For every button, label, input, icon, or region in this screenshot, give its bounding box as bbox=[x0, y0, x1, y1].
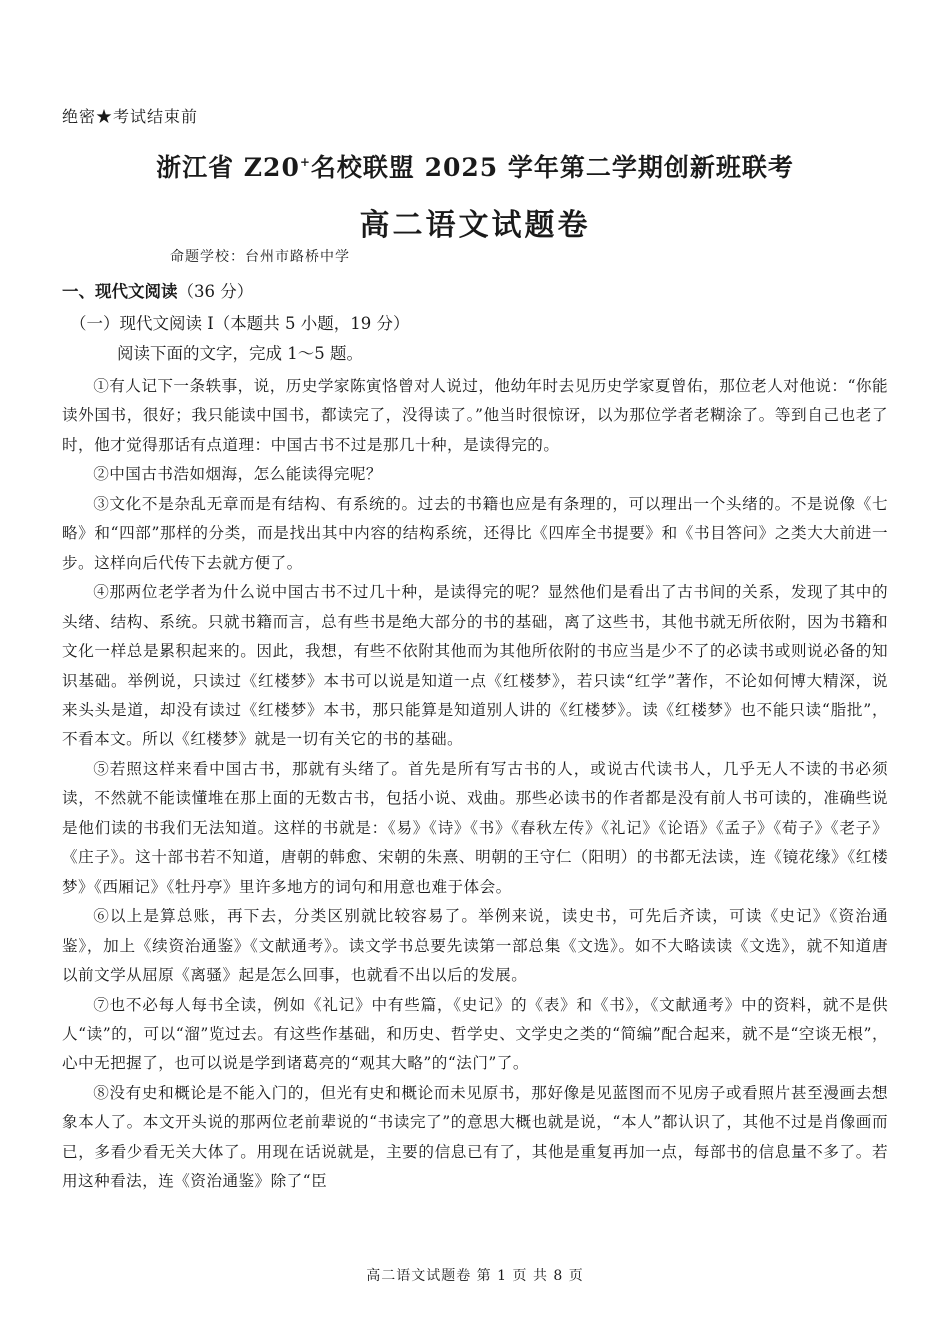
reading-instruction: 阅读下面的文字，完成 1～5 题。 bbox=[117, 344, 363, 363]
exam-title-pre: 浙江省 Z20 bbox=[156, 153, 300, 182]
page-footer: 高二语文试题卷 第 1 页 共 8 页 bbox=[366, 1268, 584, 1284]
paragraph-8: ⑧没有史和概论是不能入门的，但光有史和概论而未见原书，那好像是见蓝图而不见房子或看照片甚至漫画去想象本人了。本文开头说的那两位老前辈说的“书读完了”的意思大概也就是说，“本人”都认识了，其他不过是肖像画而已，多看少看无关大体了。用现在话说就是，主要的信息已有了，其他是重复再加一点，每部书的信息量不多了。若用这种看法，连《资治通鉴》除了“臣 bbox=[62, 1083, 888, 1191]
exam-title-sup: + bbox=[299, 155, 311, 169]
exam-title bbox=[0, 148, 950, 184]
paragraph-6: ⑥以上是算总账，再下去，分类区别就比较容易了。举例来说，读史书，可先后齐读，可读《史记》《资治通鉴》，加上《续资治通鉴》《文献通考》。读文学书总要先读第一部总集《文选》。如不大略读读《文选》，就不知道唐以前文学从屈原《离骚》起是怎么回事，也就看不出以后的发展。 bbox=[62, 907, 888, 985]
reading-passage bbox=[62, 372, 888, 1197]
exam-title-post: 名校联盟 2025 学年第二学期创新班联考 bbox=[310, 153, 794, 182]
subsection-heading: （一）现代文阅读 I（本题共 5 小题，19 分） bbox=[70, 314, 410, 333]
paragraph-4: ④那两位老学者为什么说中国古书不过几十种，是读得完的呢？显然他们是看出了古书间的关系，发现了其中的头绪、结构、系统。只就书籍而言，总有些书是绝大部分的书的基础，离了这些书，其他书就无所依附，因为书籍和文化一样总是累积起来的。因此，我想，有些不依附其他而为其他所依附的书应当是少不了的必读书或则说必备的知识基础。举例说，只读过《红楼梦》本书可以说是知道一点《红楼梦》，若只读“红学”著作，不论如何博大精深，说来头头是道，却没有读过《红楼梦》本书，那只能算是知道别人讲的《红楼梦》。读《红楼梦》也不能只读“脂批”，不看本文。所以《红楼梦》就是一切有关它的书的基础。 bbox=[62, 583, 888, 749]
section-heading-text: 一、现代文阅读 bbox=[62, 282, 178, 301]
paragraph-2: ②中国古书浩如烟海，怎么能读得完呢？ bbox=[93, 465, 382, 484]
secret-mark: 绝密★考试结束前 bbox=[62, 107, 199, 126]
paragraph-7: ⑦也不必每人每书全读，例如《礼记》中有些篇，《史记》的《表》和《书》，《文献通考》中的资料，就不是供人“读”的，可以“溜”览过去。有这些作基础，和历史、哲学史、文学史之类的“简编”配合起来，就不是“空谈无根”，心中无把握了，也可以说是学到诸葛亮的“观其大略”的“法门”了。 bbox=[62, 995, 888, 1073]
school-line: 命题学校：台州市路桥中学 bbox=[170, 249, 350, 265]
paragraph-1: ①有人记下一条轶事，说，历史学家陈寅恪曾对人说过，他幼年时去见历史学家夏曾佑，那位老人对他说：“你能读外国书，很好；我只能读中国书，都读完了，没得读了。”他当时很惊讶，以为那位学者老糊涂了。等到自己也老了时，他才觉得那话有点道理：中国古书不过是那几十种，是读得完的。 bbox=[62, 377, 888, 454]
section-heading bbox=[62, 278, 253, 302]
paragraph-3: ③文化不是杂乱无章而是有结构、有系统的。过去的书籍也应是有条理的，可以理出一个头绪的。不是说像《七略》和“四部”那样的分类，而是找出其中内容的结构系统，还得比《四库全书提要》和《书目答问》之类大大前进一步。这样向后代传下去就方便了。 bbox=[62, 494, 888, 572]
paragraph-5: ⑤若照这样来看中国古书，那就有头绪了。首先是所有写古书的人，或说古代读书人，几乎无人不读的书必须读，不然就不能读懂堆在那上面的无数古书，包括小说、戏曲。那些必读书的作者都是没有前人书可读的，准确些说是他们读的书我们无法知道。这样的书就是：《易》《诗》《书》《春秋左传》《礼记》《论语》《孟子》《荀子》《老子》《庄子》。这十部书若不知道，唐朝的韩愈、宋朝的朱熹、明朝的王守仁（阳明）的书都无法读，连《镜花缘》《红楼梦》《西厢记》《牡丹亭》里许多地方的词句和用意也难于体会。 bbox=[62, 759, 888, 896]
exam-subtitle: 高二语文试题卷 bbox=[359, 208, 591, 243]
section-heading-points: （36 分） bbox=[177, 282, 254, 301]
